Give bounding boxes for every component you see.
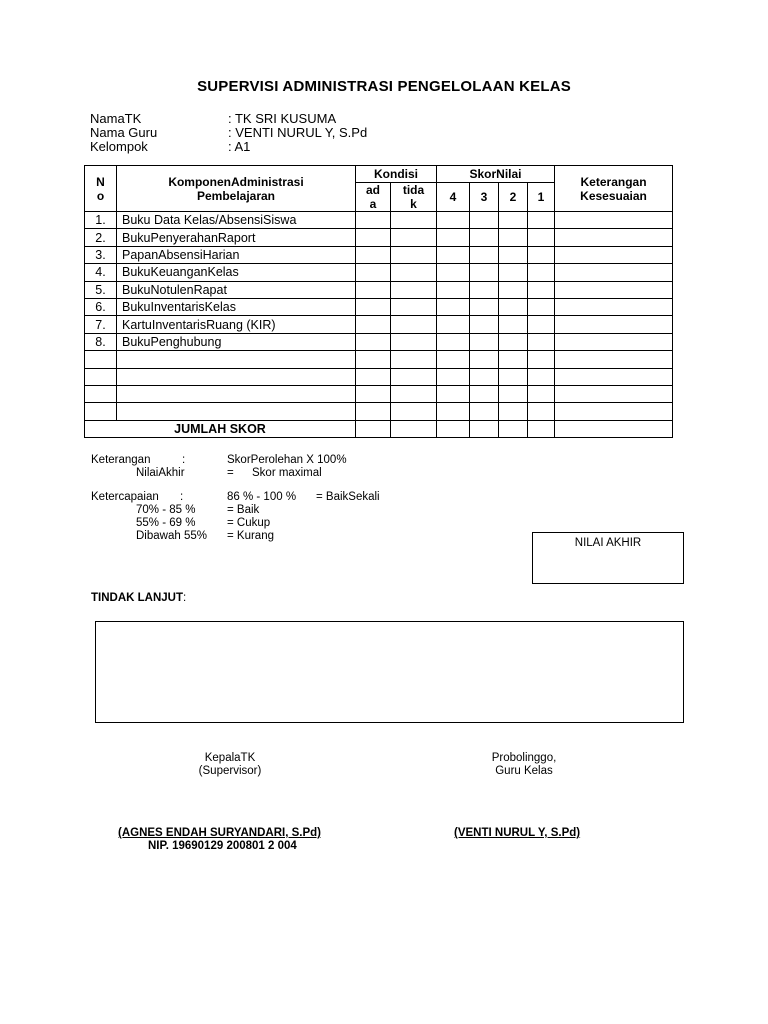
cell-score-2[interactable] [499,246,528,263]
row-component[interactable] [117,403,356,420]
row-number [85,351,117,368]
header-component-line2: Pembelajaran [196,188,276,203]
cell-ada[interactable] [356,403,391,420]
cell-score-2[interactable] [499,403,528,420]
left-signer-nip: NIP. 19690129 200801 2 004 [148,840,297,852]
cell-tidak[interactable] [391,351,437,368]
cell-keterangan[interactable] [555,316,673,333]
table-row [85,281,673,298]
formula-result-label: NilaiAkhir [136,467,185,479]
row-component: BukuNotulenRapat [117,281,356,298]
row-component: BukuInventarisKelas [117,298,356,315]
cell-score-4[interactable] [437,403,470,420]
cell-score-2[interactable] [499,316,528,333]
header-score-1: 1 [528,183,555,212]
cell-score-2[interactable] [499,212,528,229]
cell-score-1[interactable] [528,212,555,229]
row-number: 4. [85,264,117,281]
cell-keterangan[interactable] [555,281,673,298]
cell-score-1[interactable] [528,333,555,350]
cell-score-4[interactable] [437,333,470,350]
row-number [85,403,117,420]
left-signer-role: (Supervisor) [198,765,262,777]
header-ada-line1: ad [365,183,380,197]
cell-score-3[interactable] [470,212,499,229]
cell-score-1[interactable] [528,385,555,402]
table-row [85,298,673,315]
cell-score-3[interactable] [470,368,499,385]
header-tidak [391,183,437,212]
row-component: Buku Data Kelas/AbsensiSiswa [117,212,356,229]
row-component[interactable] [117,368,356,385]
achievement-grade: = Kurang [227,530,274,542]
tindak-lanjut-heading [91,592,186,604]
total-score-2[interactable] [499,420,528,437]
row-number: 5. [85,281,117,298]
cell-tidak[interactable] [391,246,437,263]
cell-ada[interactable] [356,368,391,385]
cell-score-3[interactable] [470,333,499,350]
formula-label: Keterangan [91,454,151,466]
header-ada-line2: a [369,197,377,211]
header-keterangan-line2: Kesesuaian [580,188,647,203]
header-score-4: 4 [437,183,470,212]
cell-score-2[interactable] [499,281,528,298]
left-signer-title: KepalaTK [204,752,256,764]
cell-score-3[interactable] [470,351,499,368]
cell-ada[interactable] [356,333,391,350]
header-keterangan [555,166,673,212]
formula-colon: : [182,454,186,466]
cell-score-3[interactable] [470,281,499,298]
cell-tidak[interactable] [391,298,437,315]
cell-ada[interactable] [356,212,391,229]
cell-keterangan[interactable] [555,212,673,229]
cell-ada[interactable] [356,229,391,246]
header-ada [356,183,391,212]
cell-score-4[interactable] [437,351,470,368]
cell-score-4[interactable] [437,298,470,315]
cell-tidak[interactable] [391,385,437,402]
cell-score-4[interactable] [437,385,470,402]
cell-ada[interactable] [356,316,391,333]
cell-ada[interactable] [356,281,391,298]
cell-score-4[interactable] [437,229,470,246]
table-row [85,316,673,333]
achievement-range: 70% - 85 % [136,504,196,516]
left-signer-name: (AGNES ENDAH SURYANDARI, S.Pd) [118,827,321,839]
document-title: SUPERVISI ADMINISTRASI PENGELOLAAN KELAS [197,78,571,95]
cell-keterangan[interactable] [555,351,673,368]
formula-equals: = [227,467,234,479]
table-row [85,333,673,350]
table-row [85,368,673,385]
cell-score-1[interactable] [528,246,555,263]
identity-value-guru: : VENTI NURUL Y, S.Pd [228,125,368,140]
table-row [85,351,673,368]
identity-label-kelompok: Kelompok [90,139,148,154]
cell-score-3[interactable] [470,298,499,315]
cell-keterangan[interactable] [555,368,673,385]
right-signer-place: Probolinggo, [491,752,557,764]
cell-ada[interactable] [356,385,391,402]
cell-tidak[interactable] [391,229,437,246]
cell-score-1[interactable] [528,316,555,333]
right-signer-name: (VENTI NURUL Y, S.Pd) [454,827,581,839]
cell-score-2[interactable] [499,385,528,402]
achievement-grade: = Cukup [227,517,271,529]
header-tidak-line2: k [410,197,417,211]
cell-score-3[interactable] [470,316,499,333]
row-component: BukuKeuanganKelas [117,264,356,281]
row-number: 6. [85,298,117,315]
achievement-range: Dibawah 55% [136,530,207,542]
header-keterangan-line1: Keterangan [580,174,647,189]
cell-ada[interactable] [356,298,391,315]
row-number: 2. [85,229,117,246]
row-number: 3. [85,246,117,263]
tindak-lanjut-colon: : [183,592,187,604]
row-number [85,368,117,385]
total-tidak[interactable] [391,420,437,437]
cell-score-4[interactable] [437,246,470,263]
achievement-range: 86 % - 100 % [227,491,297,503]
cell-score-2[interactable] [499,333,528,350]
tindak-lanjut-box[interactable] [95,621,684,723]
cell-score-1[interactable] [528,229,555,246]
total-label: JUMLAH SKOR [85,420,356,437]
header-no-line1: N [96,174,105,189]
cell-score-4[interactable] [437,316,470,333]
achievement-colon: : [180,491,184,503]
cell-ada[interactable] [356,351,391,368]
cell-ada[interactable] [356,264,391,281]
table-row [85,385,673,402]
row-number [85,385,117,402]
total-score-4[interactable] [437,420,470,437]
identity-value-tk: : TK SRI KUSUMA [228,111,337,126]
cell-score-2[interactable] [499,368,528,385]
cell-score-1[interactable] [528,351,555,368]
row-number: 7. [85,316,117,333]
total-score-3[interactable] [470,420,499,437]
cell-tidak[interactable] [391,368,437,385]
row-component: BukuPenyerahanRaport [117,229,356,246]
formula-denominator: Skor maximal [252,467,322,479]
cell-score-2[interactable] [499,264,528,281]
cell-score-2[interactable] [499,229,528,246]
cell-score-1[interactable] [528,264,555,281]
cell-score-3[interactable] [470,229,499,246]
cell-keterangan[interactable] [555,298,673,315]
header-skor-nilai: SkorNilai [437,166,555,183]
table-total-row [85,420,673,437]
cell-score-3[interactable] [470,385,499,402]
total-ada[interactable] [356,420,391,437]
cell-score-3[interactable] [470,246,499,263]
row-component[interactable] [117,385,356,402]
header-score-3: 3 [470,183,499,212]
right-signer-title: Guru Kelas [495,765,553,777]
table-row [85,403,673,420]
cell-score-1[interactable] [528,281,555,298]
nilai-akhir-label: NILAI AKHIR [574,537,642,549]
achievement-grade: = BaikSekali [316,491,380,503]
cell-tidak[interactable] [391,403,437,420]
cell-tidak[interactable] [391,264,437,281]
nilai-akhir-box[interactable] [532,532,684,584]
row-component: BukuPenghubung [117,333,356,350]
cell-score-1[interactable] [528,298,555,315]
row-component: PapanAbsensiHarian [117,246,356,263]
identity-value-kelompok: : A1 [228,139,251,154]
cell-keterangan[interactable] [555,333,673,350]
cell-keterangan[interactable] [555,385,673,402]
cell-score-4[interactable] [437,264,470,281]
achievement-label: Ketercapaian [91,491,159,503]
cell-tidak[interactable] [391,333,437,350]
header-component-line1: KomponenAdministrasi [168,174,304,189]
cell-score-2[interactable] [499,351,528,368]
header-no [85,166,117,212]
achievement-range: 55% - 69 % [136,517,196,529]
total-keterangan[interactable] [555,420,673,437]
table-row [85,229,673,246]
cell-ada[interactable] [356,246,391,263]
cell-score-4[interactable] [437,212,470,229]
header-score-2: 2 [499,183,528,212]
cell-tidak[interactable] [391,316,437,333]
header-component [117,166,356,212]
cell-score-3[interactable] [470,403,499,420]
cell-tidak[interactable] [391,212,437,229]
identity-label-guru: Nama Guru [90,125,158,140]
cell-score-4[interactable] [437,281,470,298]
supervision-table [84,165,673,438]
identity-label-tk: NamaTK [90,111,142,126]
table-row [85,246,673,263]
cell-score-2[interactable] [499,298,528,315]
header-tidak-line1: tida [402,183,425,197]
cell-score-1[interactable] [528,403,555,420]
cell-keterangan[interactable] [555,403,673,420]
formula-numerator: SkorPerolehan X 100% [227,454,347,466]
cell-score-3[interactable] [470,264,499,281]
table-row [85,264,673,281]
tindak-lanjut-label: TINDAK LANJUT [91,592,183,604]
table-row [85,212,673,229]
total-score-1[interactable] [528,420,555,437]
header-no-line2: o [96,188,105,203]
cell-keterangan[interactable] [555,246,673,263]
cell-score-4[interactable] [437,368,470,385]
achievement-grade: = Baik [227,504,260,516]
row-component: KartuInventarisRuang (KIR) [117,316,356,333]
row-component[interactable] [117,351,356,368]
cell-keterangan[interactable] [555,264,673,281]
row-number: 8. [85,333,117,350]
cell-keterangan[interactable] [555,229,673,246]
row-number: 1. [85,212,117,229]
header-kondisi: Kondisi [356,166,437,183]
cell-score-1[interactable] [528,368,555,385]
cell-tidak[interactable] [391,281,437,298]
